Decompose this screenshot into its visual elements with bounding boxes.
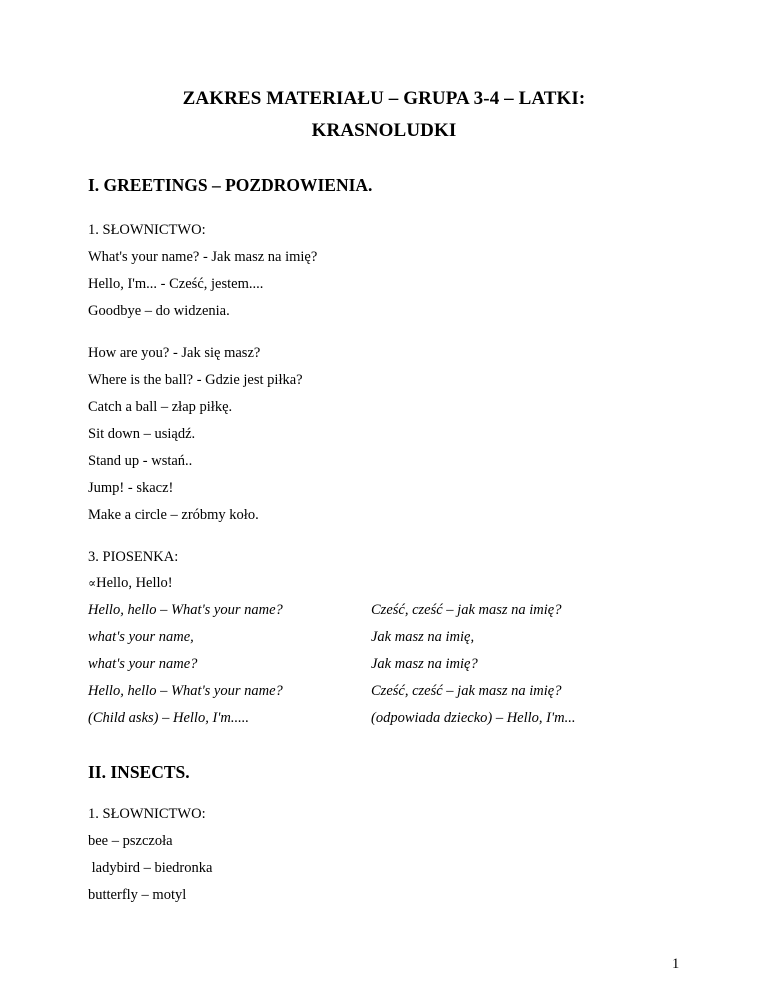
section-heading-greetings: I. GREETINGS – POZDROWIENIA. (88, 175, 373, 195)
vocab-label: 1. SŁOWNICTWO: (88, 806, 206, 822)
vocab-item: Jump! - skacz! (88, 480, 174, 496)
vocab-item: Goodbye – do widzenia. (88, 303, 230, 319)
song-title (88, 575, 173, 592)
document-title-line-1: ZAKRES MATERIAŁU – GRUPA 3-4 – LATKI: (182, 88, 586, 109)
song-line-pl: Cześć, cześć – jak masz na imię? (371, 602, 562, 618)
vocab-item: ladybird – biedronka (88, 860, 213, 876)
vocab-item: Stand up - wstań.. (88, 453, 193, 469)
song-line-pl: Cześć, cześć – jak masz na imię? (371, 683, 562, 699)
song-line-en: (Child asks) – Hello, I'm..... (88, 710, 249, 726)
document-title-line-2: KRASNOLUDKI (311, 120, 457, 141)
vocab-item: Make a circle – zróbmy koło. (88, 507, 259, 523)
song-line-en: Hello, hello – What's your name? (88, 683, 283, 699)
section-heading-insects: II. INSECTS. (88, 762, 190, 782)
song-title-text: Hello, Hello! (96, 575, 173, 591)
page-number: 1 (672, 956, 680, 972)
song-label: 3. PIOSENKA: (88, 549, 179, 565)
song-line-pl: Jak masz na imię? (371, 656, 478, 672)
vocab-item: butterfly – motyl (88, 887, 187, 903)
music-note-icon: ∝ (88, 576, 97, 590)
vocab-item: Hello, I'm... - Cześć, jestem.... (88, 276, 264, 292)
song-line-en: Hello, hello – What's your name? (88, 602, 283, 618)
vocab-item: How are you? - Jak się masz? (88, 345, 261, 361)
vocab-item: What's your name? - Jak masz na imię? (88, 249, 318, 265)
vocab-label: 1. SŁOWNICTWO: (88, 222, 206, 238)
song-line-en: what's your name? (88, 656, 198, 672)
song-line-en: what's your name, (88, 629, 194, 645)
vocab-item: Catch a ball – złap piłkę. (88, 399, 233, 415)
vocab-item: Where is the ball? - Gdzie jest piłka? (88, 372, 303, 388)
song-line-pl: Jak masz na imię, (371, 629, 475, 645)
vocab-item: bee – pszczoła (88, 833, 173, 849)
song-line-pl: (odpowiada dziecko) – Hello, I'm... (371, 710, 576, 726)
vocab-item: Sit down – usiądź. (88, 426, 196, 442)
